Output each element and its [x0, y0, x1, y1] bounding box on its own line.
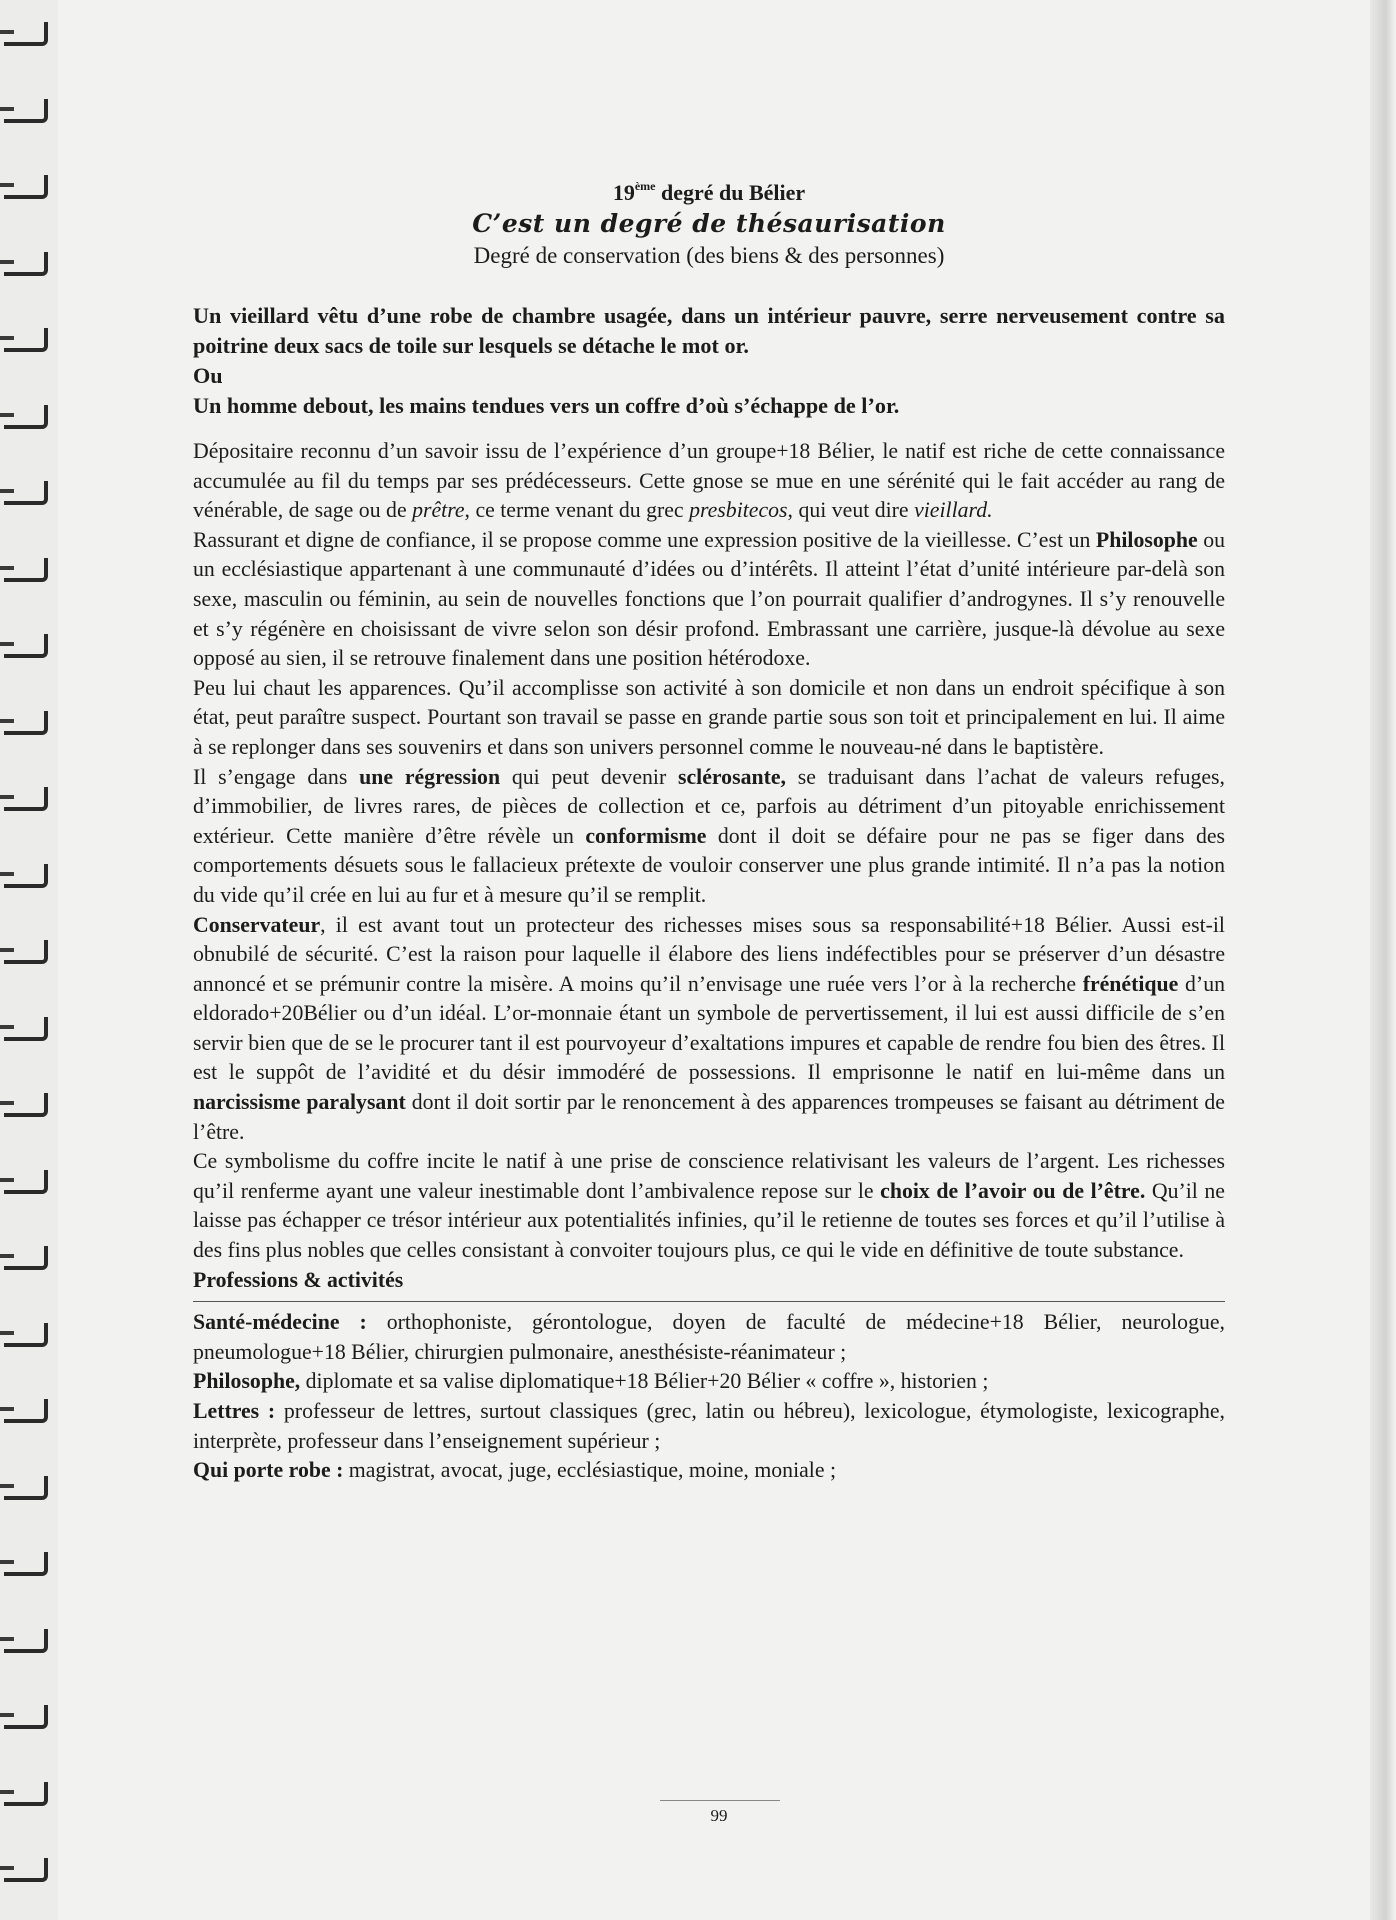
binding-ring	[4, 1246, 48, 1270]
section-divider	[193, 1301, 1225, 1302]
profession-label: Santé-médecine :	[193, 1310, 367, 1335]
text-run: Qu’il ne laisse pas échapper ce trésor intérieur aux potentialités infinies, qu’il le retienne de toutes ses forces et qu’il l’utilise à des fins plus nobles que celles consistant à convoiter toujours plus, ce qui le vide en définitive de toute substance.	[193, 1178, 1225, 1263]
bold-conservateur: Conservateur	[193, 912, 321, 937]
italic-presbitecos: presbitecos	[689, 498, 788, 523]
page-number: 99	[710, 1806, 728, 1825]
profession-label: Qui porte robe :	[193, 1458, 344, 1483]
degree-title-rest: degré du Bélier	[655, 180, 806, 205]
binding-ring	[4, 558, 48, 582]
text-run: se traduisant dans l’achat de valeurs refuges, d’immobilier, de livres rares, de pièces de collection et ce, parfois au détriment d’un pitoyable enrichissement extérieur. Cette manière d’être révèle un	[193, 764, 1225, 848]
binding-ring	[4, 711, 48, 735]
binding-ring	[4, 1476, 48, 1500]
bold-sclerosante: sclérosante,	[678, 764, 786, 789]
profession-text: magistrat, avocat, juge, ecclésiastique, moine, moniale ;	[343, 1458, 837, 1483]
plain-subtitle: Degré de conservation (des biens & des personnes)	[473, 243, 945, 268]
binding-ring	[4, 99, 48, 123]
binding-ring	[4, 328, 48, 352]
degree-number: 19	[612, 180, 635, 205]
binding-ring	[4, 1017, 48, 1041]
symbol-or: Ou	[193, 363, 223, 388]
text-run: , il est avant tout un protecteur des richesses mises sous sa responsabilité+18 Bélier. Aussi est-il obnubilé de sécurité. C’est la raison pour laquelle il élabore des liens indéfectibles pour se préserver d’un désastre annoncé et se prémunir contre la misère. A moins qu’il n’envisage une ruée vers l’or à la recherche	[193, 912, 1225, 996]
binding-ring	[4, 1093, 48, 1117]
italic-pretre: prêtre	[412, 498, 465, 523]
binding-ring	[4, 1705, 48, 1729]
binding-ring	[4, 634, 48, 658]
text-run: ou un ecclésiastique appartenant à une communauté d’idées ou d’intérêts. Il atteint l’état d’unité intérieure par-delà son sexe, masculin ou féminin, au sein de nouvelles fonctions que l’on pourrait qualifier d’androgynes. Il s’y renouvelle et s’y régénère en choisissant de vivre selon son désir profond. Embrassant une carrière, jusque-là dévolue au sexe opposé au sien, il se retrouve finalement dans une position hétérodoxe.	[193, 527, 1225, 671]
text-run: Rassurant et digne de confiance, il se propose comme une expression positive de la vieillesse. C’est un	[193, 527, 1096, 552]
binding-ring	[4, 1782, 48, 1806]
text-run: qui peut devenir	[500, 764, 679, 789]
chapter-header	[193, 178, 1225, 271]
binding-ring	[4, 481, 48, 505]
script-subtitle: C’est un degré de thésaurisation	[472, 209, 946, 238]
spiral-binding	[0, 0, 58, 1920]
binding-ring	[4, 405, 48, 429]
paragraph-6	[193, 1147, 1225, 1265]
profession-label: Lettres :	[193, 1399, 276, 1423]
symbol-line-1: Un vieillard vêtu d’une robe de chambre usagée, dans un intérieur pauvre, serre nerveusement contre sa poitrine deux sacs de toile sur lesquels se détache le mot or.	[193, 303, 1225, 358]
profession-item	[193, 1456, 1225, 1486]
binding-ring	[4, 1399, 48, 1423]
binding-ring	[4, 864, 48, 888]
text-run: dont il doit se défaire pour ne pas se figer dans des comportements désuets sous le fallacieux prétexte de vouloir conserver une plus grande intimité. Il n’a pas la notion du vide qu’il crée en lui au fur et à mesure qu’il se remplit.	[193, 823, 1226, 907]
binding-ring	[4, 940, 48, 964]
binding-ring	[4, 1629, 48, 1653]
symbol-line-2: Un homme debout, les mains tendues vers un coffre d’où s’échappe de l’or.	[193, 393, 900, 418]
profession-text: professeur de lettres, surtout classiques (grec, latin ou hébreu), lexicologue, étymologiste, lexicographe, interprète, professeur dans l’enseignement supérieur ;	[193, 1399, 1225, 1453]
binding-ring	[4, 787, 48, 811]
text-run: d’un eldorado+20Bélier ou d’un idéal. L’or-monnaie étant un symbole de pervertissement, il lui est aussi difficile de s’en servir bien que de se le procurer tant il est pourvoyeur d’exaltations impures et capable de rendre fou bien des êtres. Il est le suppôt de l’avidité et du désir immodéré de possessions. Il emprisonne le natif en lui-même dans un	[193, 971, 1225, 1085]
profession-item	[193, 1397, 1225, 1456]
paragraph-1	[193, 437, 1225, 526]
degree-title	[193, 178, 1225, 208]
binding-ring	[4, 1323, 48, 1347]
paragraph-5	[193, 911, 1225, 1148]
binding-ring	[4, 175, 48, 199]
paragraph-3: Peu lui chaut les apparences. Qu’il accomplisse son activité à son domicile et non dans un endroit spécifique à son état, peut paraître suspect. Pourtant son travail se passe en grande partie sous son toit et principalement en lui. Il aime à se replonger dans ses souvenirs et dans son univers personnel comme le nouveau-né dans le baptistère.	[193, 675, 1225, 759]
profession-text: orthophoniste, gérontologue, doyen de faculté de médecine+18 Bélier, neurologue, pneumologue+18 Bélier, chirurgien pulmonaire, anesthésiste-réanimateur ;	[193, 1310, 1225, 1364]
body-text	[193, 437, 1225, 1486]
bold-frenetique: frénétique	[1082, 971, 1179, 996]
bold-regression: une régression	[359, 764, 501, 789]
bold-choix: choix de l’avoir ou de l’être.	[880, 1178, 1146, 1203]
footer-rule	[660, 1800, 780, 1801]
binding-ring	[4, 1170, 48, 1194]
profession-label: Philosophe,	[193, 1369, 301, 1394]
text-run: Dépositaire reconnu d’un savoir issu de l’expérience d’un groupe+18 Bélier, le natif est riche de cette connaissance accumulée au fil du temps par ses prédécesseurs. Cette gnose se mue en une sérénité qui le fait accéder au rang de vénérable, de sage ou de	[193, 439, 1225, 523]
professions-list	[193, 1308, 1225, 1486]
paragraph-4	[193, 763, 1225, 911]
degree-superscript: ème	[634, 178, 656, 193]
bold-philosophe: Philosophe	[1095, 527, 1198, 552]
bold-conformisme: conformisme	[585, 823, 707, 848]
binding-ring	[4, 1858, 48, 1882]
profession-item	[193, 1367, 1225, 1397]
professions-heading: Professions & activités	[193, 1267, 404, 1292]
binding-ring	[4, 252, 48, 276]
paragraph-2	[193, 526, 1225, 674]
page-content	[193, 178, 1225, 1486]
text-run: , qui veut dire	[787, 498, 915, 523]
text-run: dont il doit sortir par le renoncement à des apparences trompeuses se faisant au détriment de l’être.	[193, 1090, 1225, 1144]
bold-narcissisme: narcissisme paralysant	[193, 1090, 406, 1115]
text-run: Il s’engage dans	[193, 764, 360, 789]
italic-vieillard: vieillard.	[914, 498, 993, 523]
text-run: , ce terme venant du grec	[464, 498, 690, 523]
page-edge-shadow	[1370, 0, 1396, 1920]
text-run: Ce symbolisme du coffre incite le natif à une prise de conscience relativisant les valeurs de l’argent. Les richesses qu’il renferme ayant une valeur inestimable dont l’ambivalence repose sur le	[193, 1149, 1225, 1203]
profession-item	[193, 1308, 1225, 1367]
symbol-description	[193, 301, 1225, 421]
binding-ring	[4, 1552, 48, 1576]
profession-text: diplomate et sa valise diplomatique+18 Bélier+20 Bélier « coffre », historien ;	[300, 1369, 989, 1394]
binding-ring	[4, 22, 48, 46]
